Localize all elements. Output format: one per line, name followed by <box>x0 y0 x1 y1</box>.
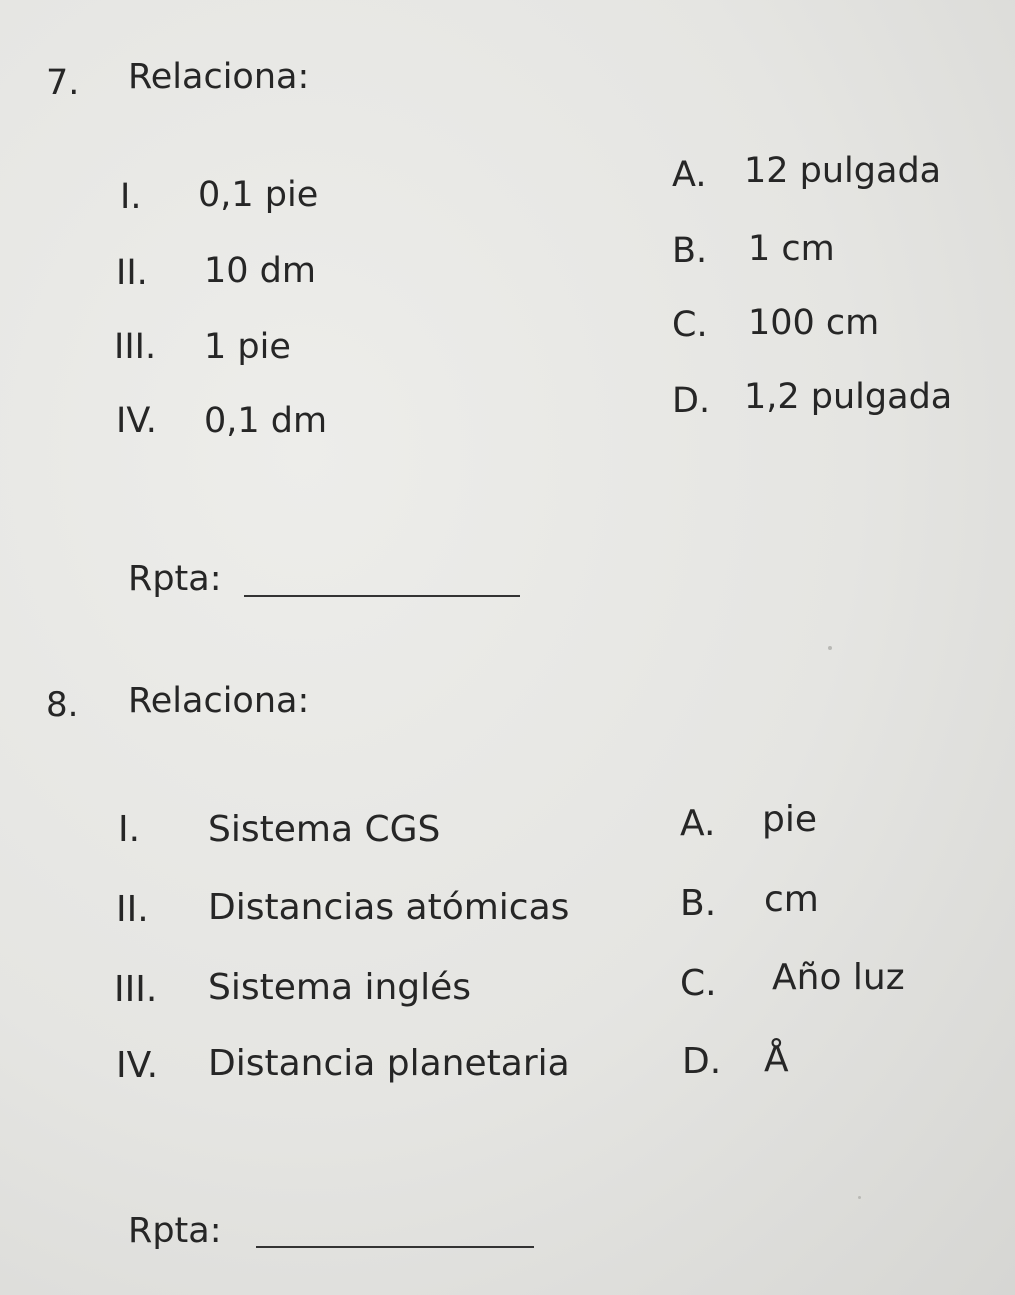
q8-left-text-2: Distancias atómicas <box>208 887 570 928</box>
q7-right-text-C: 100 cm <box>748 303 880 343</box>
q8-right-text-C: Año luz <box>772 957 905 998</box>
q7-right-label-C: C. <box>672 305 708 345</box>
paper-speck <box>858 1196 861 1199</box>
q7-answer-blank[interactable] <box>244 595 520 597</box>
question-7-number: 7. <box>46 63 80 103</box>
q7-left-text-4: 0,1 dm <box>204 401 328 441</box>
q8-right-label-D: D. <box>682 1041 722 1082</box>
q8-left-text-3: Sistema inglés <box>208 967 472 1008</box>
q7-answer-label: Rpta: <box>128 559 222 599</box>
q7-left-label-3: III. <box>114 327 157 367</box>
question-8-number: 8. <box>46 685 79 725</box>
q8-left-label-2: II. <box>116 889 149 930</box>
q8-right-text-D: Å <box>764 1039 789 1080</box>
q7-left-text-3: 1 pie <box>204 327 291 367</box>
q8-left-text-1: Sistema CGS <box>208 809 441 850</box>
q8-left-label-4: IV. <box>116 1045 159 1086</box>
q7-right-label-D: D. <box>672 381 711 421</box>
q8-right-label-B: B. <box>680 883 717 924</box>
paper-speck <box>828 646 832 650</box>
q8-left-label-3: III. <box>114 969 158 1010</box>
q8-right-label-A: A. <box>680 803 716 844</box>
q7-right-label-A: A. <box>672 155 707 195</box>
question-8-title: Relaciona: <box>128 681 310 721</box>
q8-left-label-1: I. <box>118 809 141 850</box>
question-7-title: Relaciona: <box>128 57 310 97</box>
q7-right-text-B: 1 cm <box>748 229 835 269</box>
q7-left-label-1: I. <box>120 177 142 217</box>
q8-answer-blank[interactable] <box>256 1246 534 1248</box>
q7-right-text-D: 1,2 pulgada <box>744 377 953 417</box>
q7-left-label-4: IV. <box>116 401 157 441</box>
q8-right-label-C: C. <box>680 963 717 1004</box>
q7-left-label-2: II. <box>116 253 148 293</box>
q7-right-label-B: B. <box>672 231 708 271</box>
q8-right-text-A: pie <box>762 799 818 840</box>
q7-left-text-1: 0,1 pie <box>198 175 319 215</box>
q8-left-text-4: Distancia planetaria <box>208 1043 570 1084</box>
q8-right-text-B: cm <box>764 879 819 920</box>
q7-left-text-2: 10 dm <box>204 251 316 291</box>
q8-answer-label: Rpta: <box>128 1211 222 1251</box>
q7-right-text-A: 12 pulgada <box>744 151 942 191</box>
